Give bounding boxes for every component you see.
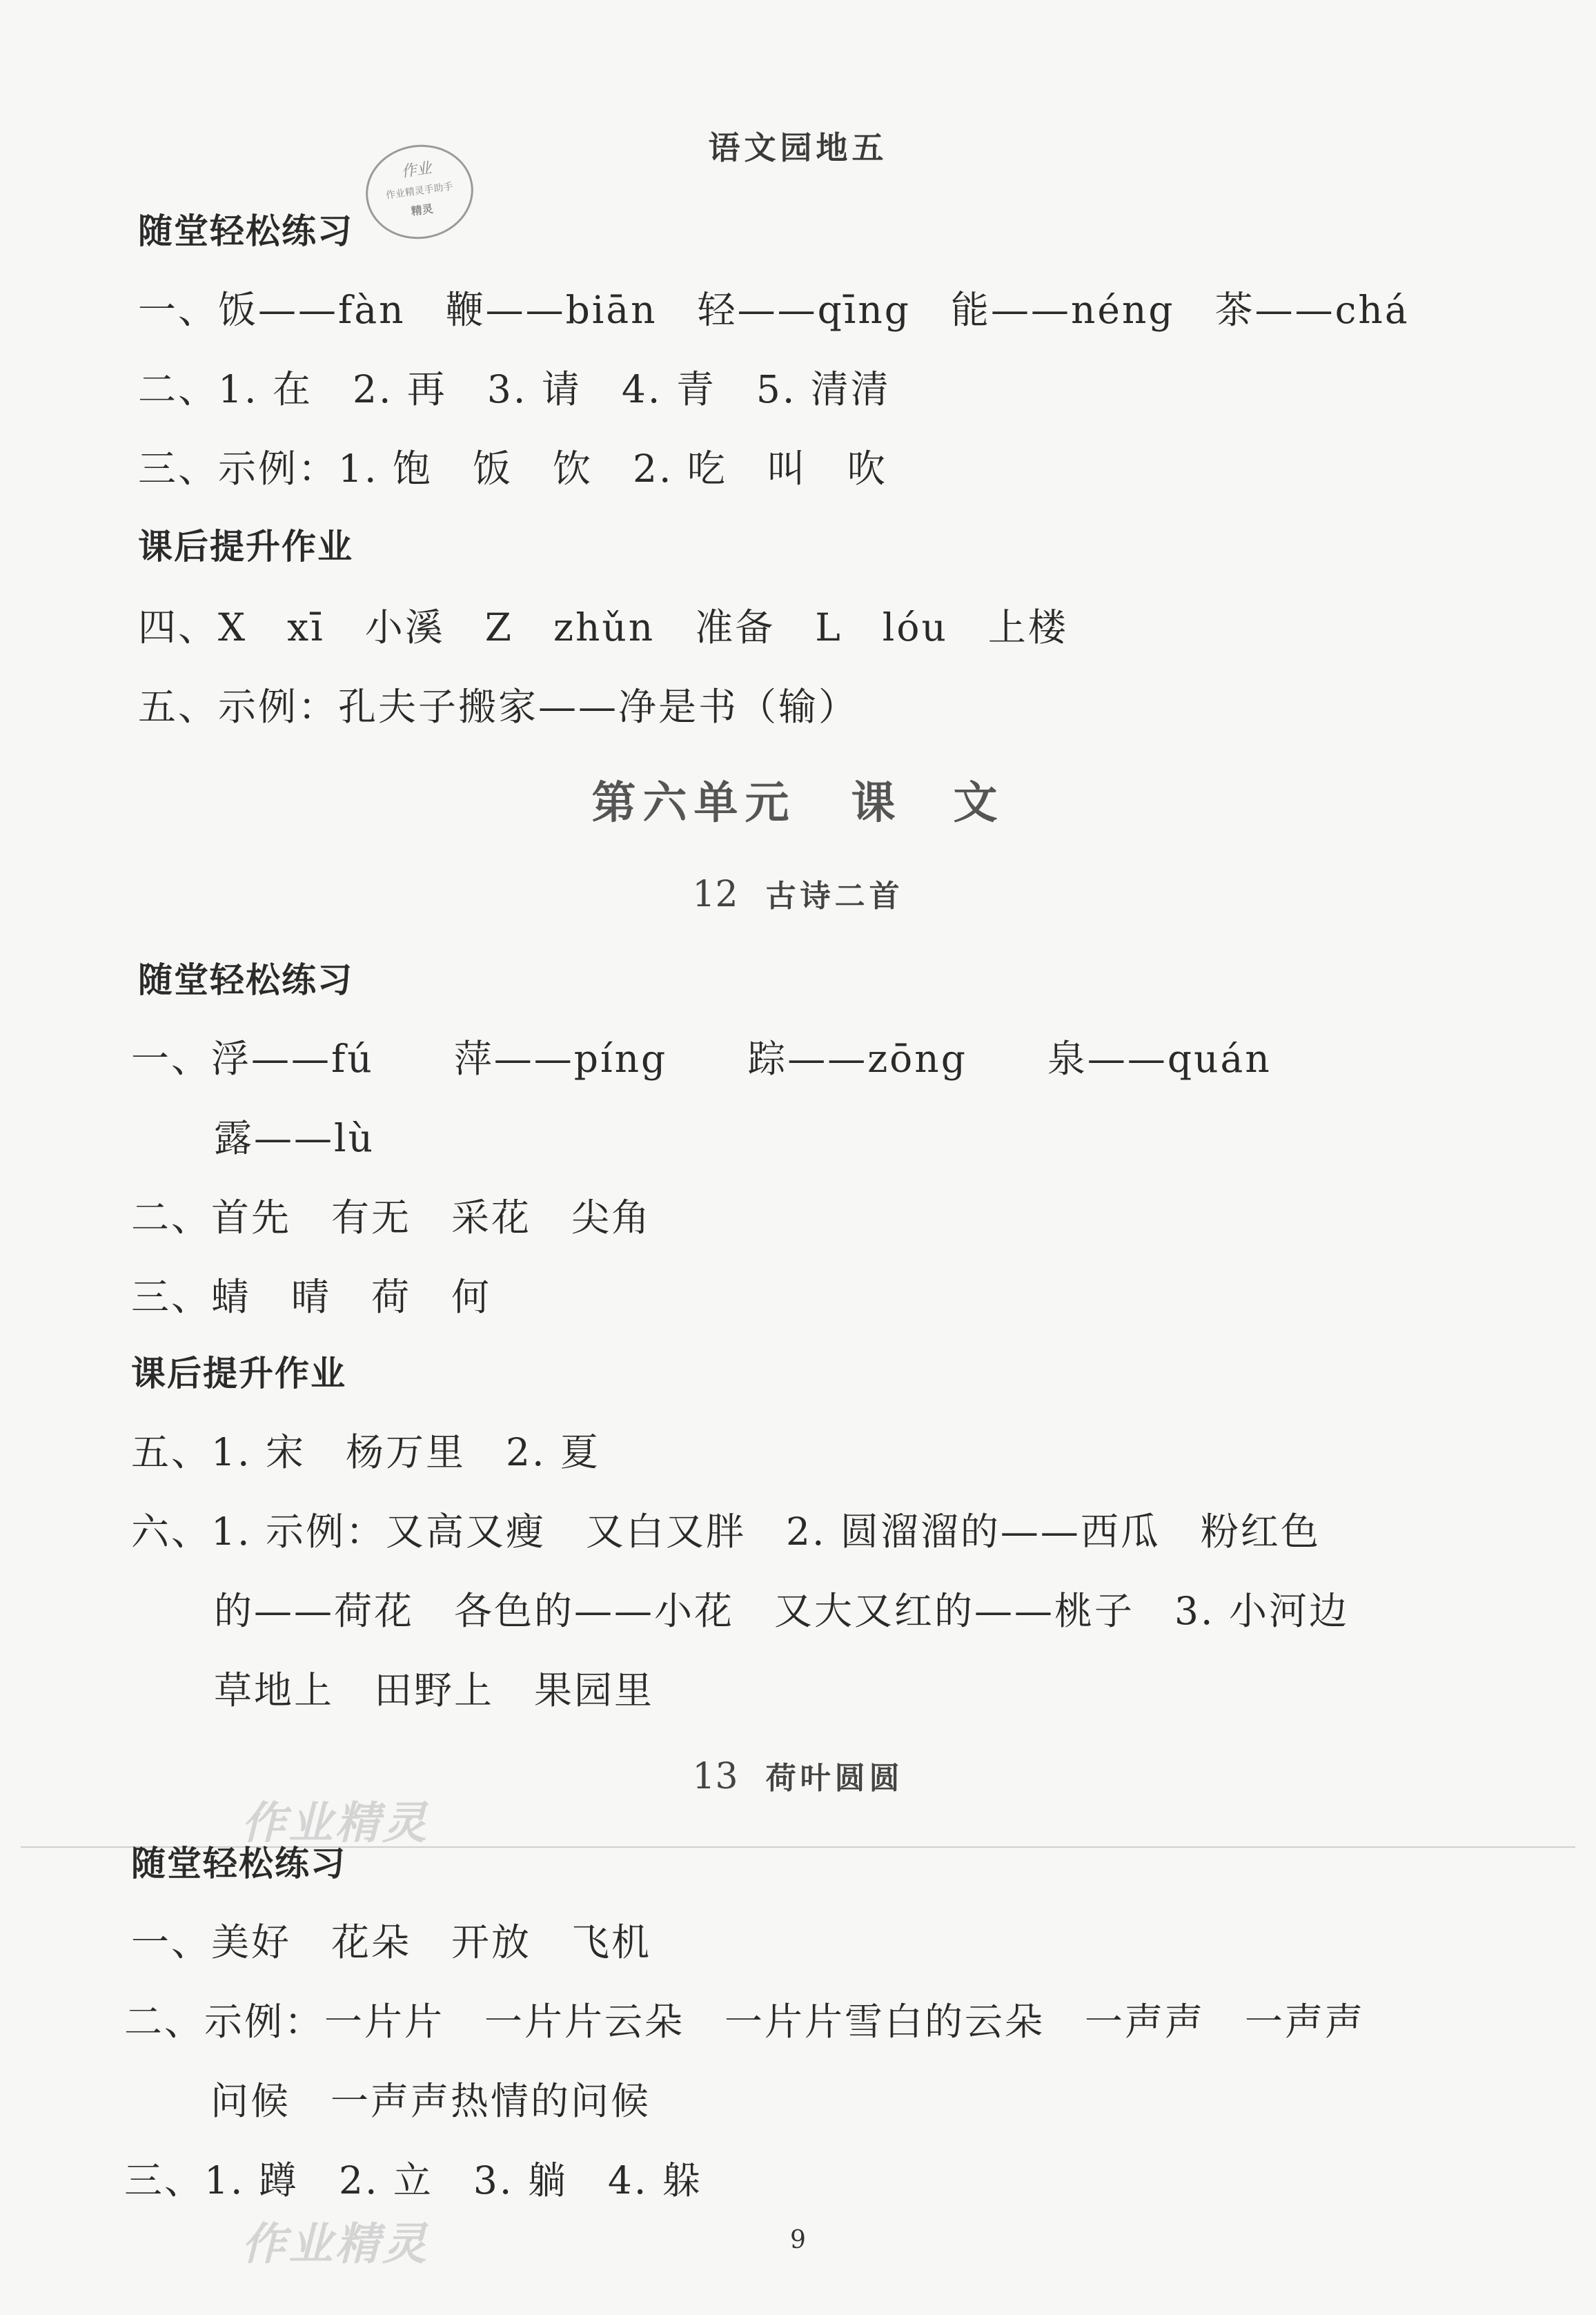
section-heading-garden: 语文园地五	[708, 129, 888, 166]
page-number: 9	[790, 2226, 806, 2254]
answer-line: 露——lù	[214, 1116, 375, 1160]
answer-line: 草地上 田野上 果园里	[214, 1668, 655, 1712]
stamp-line3: 精灵	[410, 202, 434, 218]
answer-line: 三、蜻 晴 荷 何	[131, 1275, 492, 1319]
answer-line: 二、示例：一片片 一片片云朵 一片片雪白的云朵 一声声 一声声	[124, 2000, 1366, 2044]
answer-line: 四、X xī 小溪 Z zhǔn 准备 L lóu 上楼	[138, 605, 1068, 649]
unit-title-right: 课 文	[851, 778, 1005, 829]
lesson-title: 古诗二首	[765, 879, 904, 914]
answer-line: 二、首先 有无 采花 尖角	[131, 1195, 652, 1240]
unit-title	[0, 768, 1596, 831]
homework-heading: 课后提升作业	[131, 1354, 346, 1394]
answer-line: 六、1. 示例：又高又瘦 又白又胖 2. 圆溜溜的——西瓜 粉红色	[131, 1510, 1321, 1554]
stamp-line1: 作业	[400, 159, 433, 182]
watermark: 作业精灵	[242, 2219, 429, 2270]
answer-line: 五、1. 宋 杨万里 2. 夏	[131, 1430, 600, 1474]
stamp-line2: 作业精灵手助手	[385, 181, 454, 202]
answer-line: 一、饭——fàn 鞭——biān 轻——qīng 能——néng 茶——chá	[138, 288, 1410, 332]
answer-line: 三、示例：1. 饱 饭 饮 2. 吃 叫 吹	[138, 447, 887, 491]
answer-line: 问候 一声声热情的问候	[210, 2079, 651, 2123]
answer-line: 一、浮——fú 萍——píng 踪——zōng 泉——quán	[131, 1037, 1272, 1081]
homework-heading: 课后提升作业	[138, 527, 353, 567]
lesson-heading-12	[0, 871, 1596, 915]
lesson-heading-13	[0, 1753, 1596, 1797]
lesson-title: 荷叶圆圆	[765, 1761, 904, 1796]
lesson-number: 13	[692, 1756, 738, 1797]
watermark: 作业精灵	[242, 1798, 429, 1849]
practice-heading: 随堂轻松练习	[138, 960, 353, 1000]
answer-line: 二、1. 在 2. 再 3. 请 4. 青 5. 清清	[138, 367, 891, 411]
answer-line: 的——荷花 各色的——小花 又大又红的——桃子 3. 小河边	[214, 1589, 1349, 1633]
practice-heading: 随堂轻松练习	[131, 1844, 346, 1884]
answer-line: 五、示例：孔夫子搬家——净是书（输）	[138, 685, 859, 729]
lesson-number: 12	[692, 874, 738, 915]
unit-title-left: 第六单元	[591, 778, 796, 829]
answer-line: 三、1. 蹲 2. 立 3. 躺 4. 躲	[124, 2158, 702, 2202]
answer-line: 一、美好 花朵 开放 飞机	[131, 1920, 652, 1964]
practice-heading: 随堂轻松练习	[138, 211, 353, 251]
